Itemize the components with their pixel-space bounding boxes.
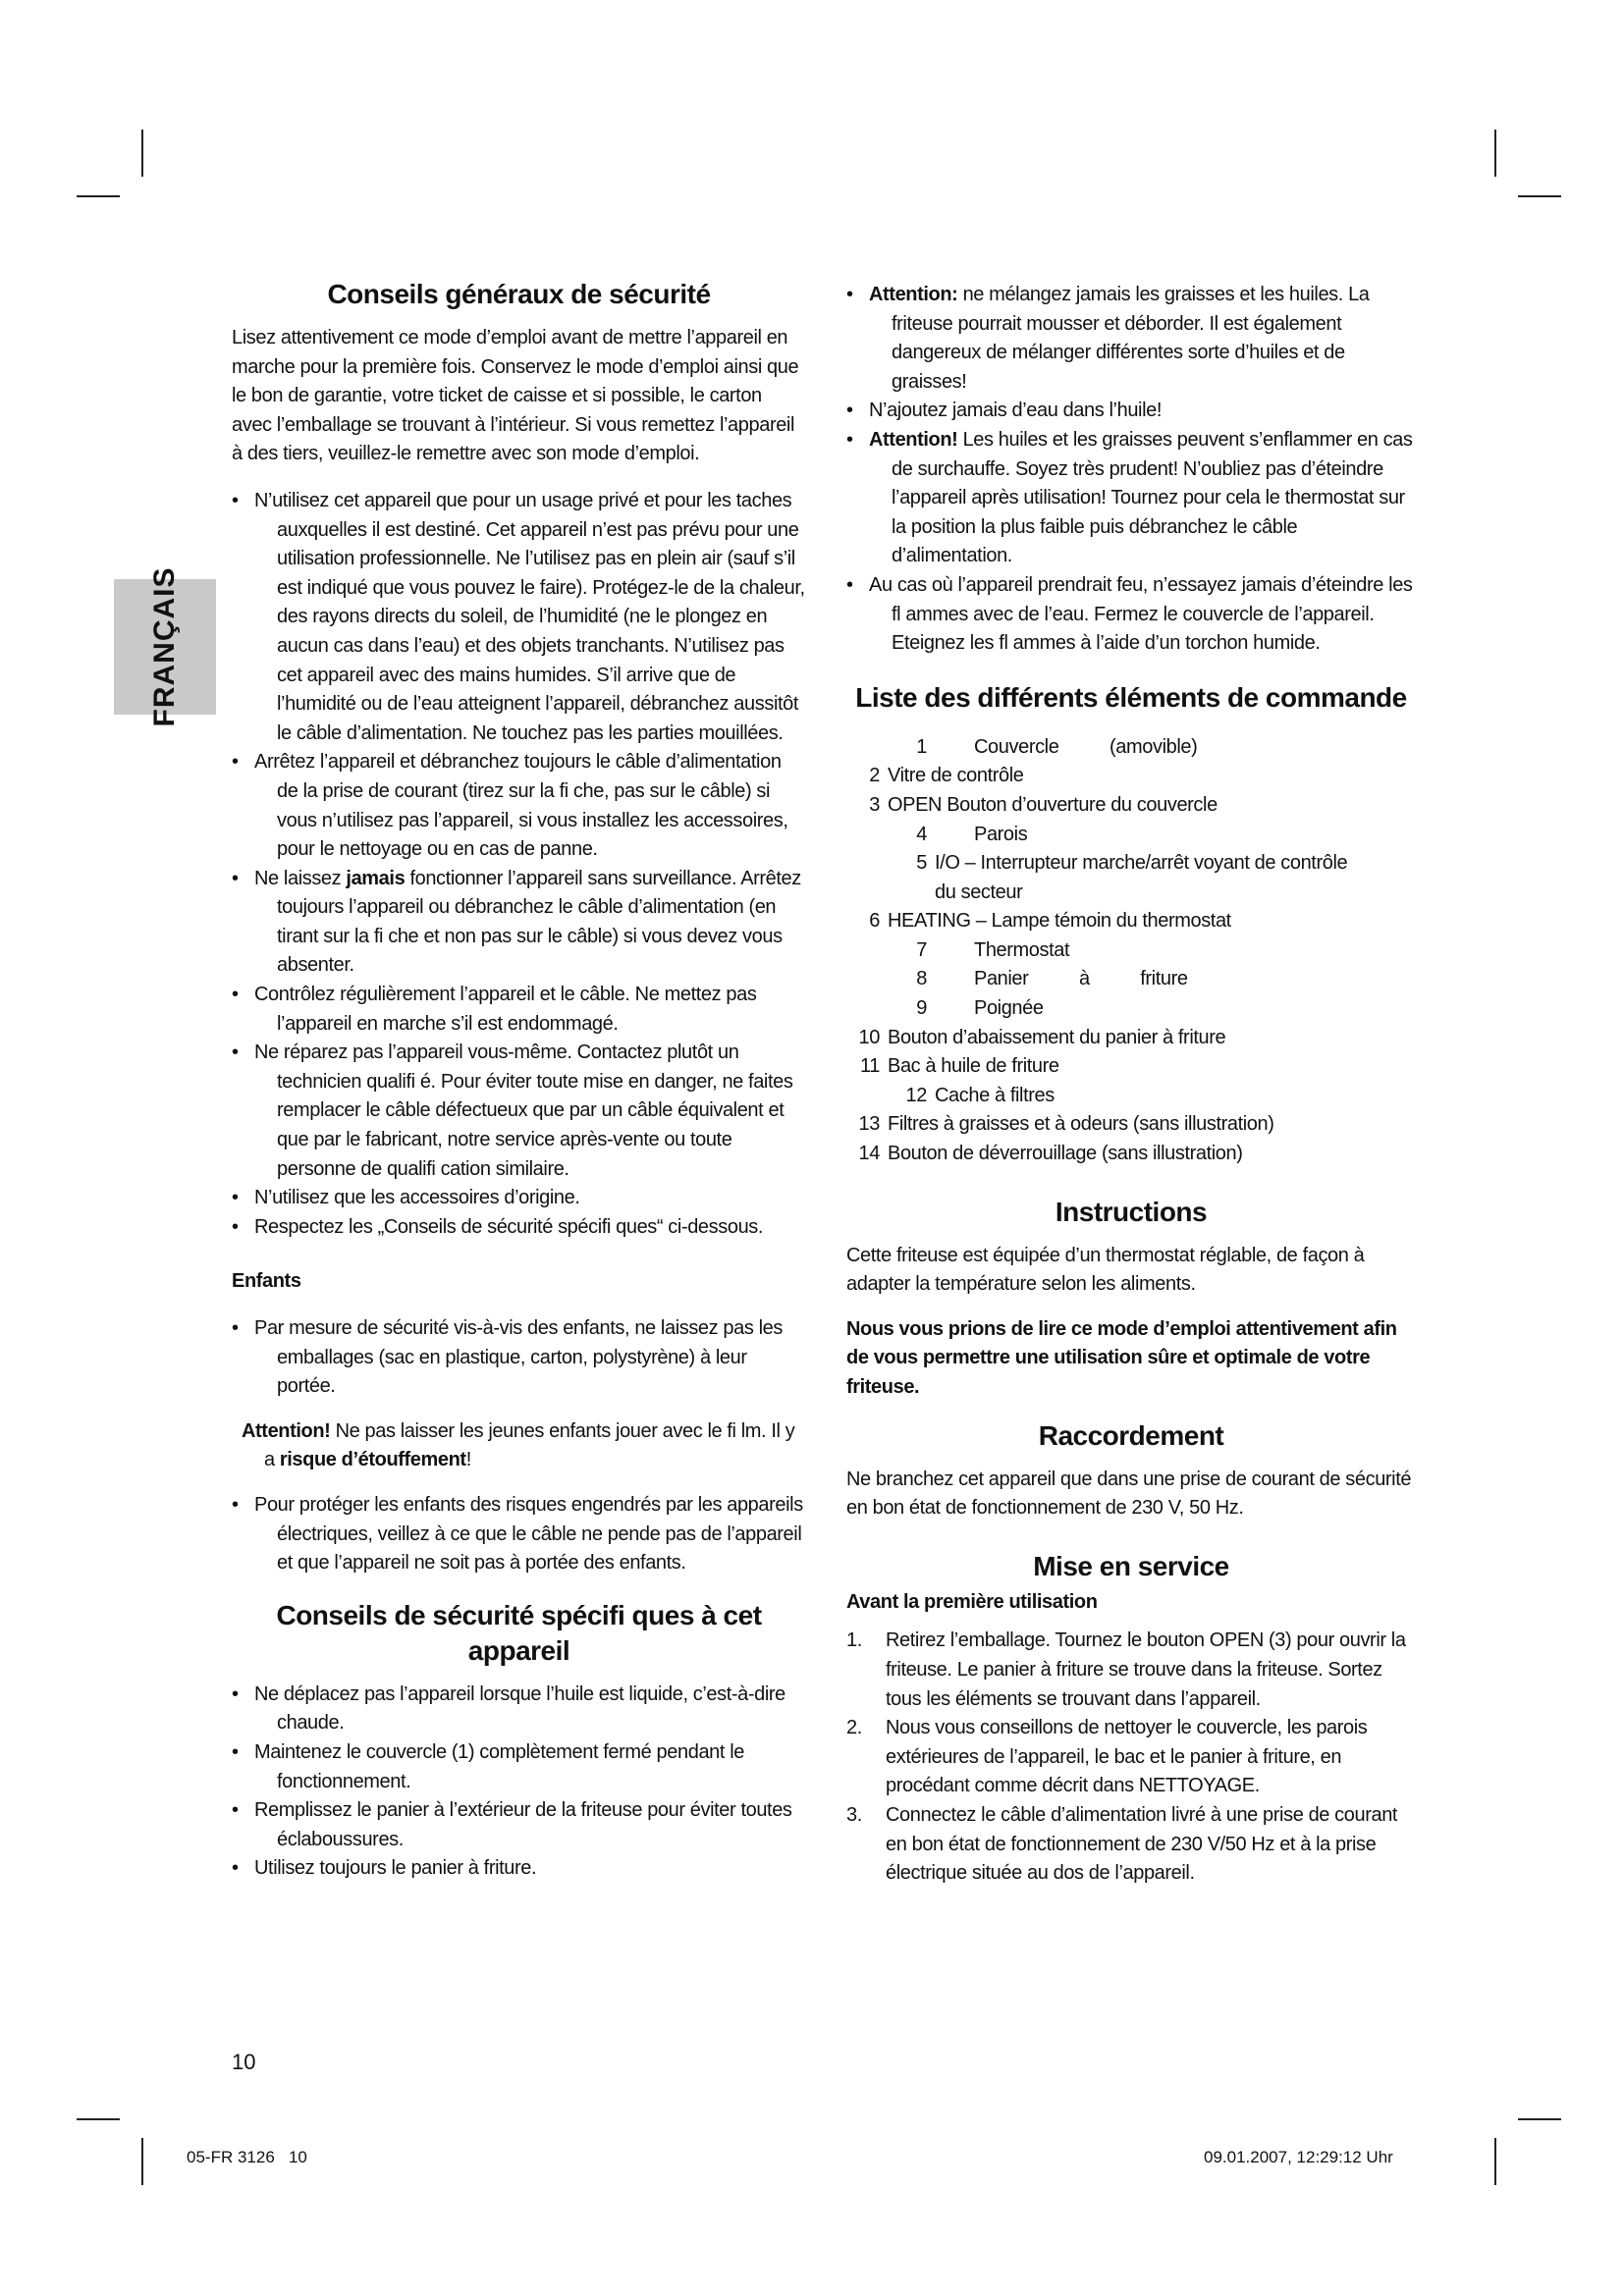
list-item: • Utilisez toujours le panier à friture.	[232, 1854, 806, 1884]
list-item: 1 Couvercle (amovible)	[916, 735, 1198, 758]
crop-mark	[77, 195, 120, 197]
list-item: 13 Filtres à graisses et à odeurs (sans illustration)	[858, 1113, 1274, 1136]
list-item: • Contrôlez régulièrement l’appareil et le câble. Ne mettez pas l’appareil en marche s’il est endommagé.	[232, 981, 806, 1039]
service-title: Mise en service	[1033, 1550, 1229, 1581]
children-warning: Attention! Ne pas laisser les jeunes enfants jouer avec le fi lm. Il y a risque d’étouffement!	[242, 1419, 795, 1471]
list-item: • Attention! Les huiles et les graisses peuvent s’enflammer en cas de surchauffe. Soyez très prudent! N’oubliez pas d’éteindre l’appareil après utilisation! Tournez pour cela le thermostat sur la position la plus faible puis débranchez le câble d’alimentation.	[846, 426, 1416, 571]
crop-mark	[1494, 130, 1496, 177]
crop-mark	[1494, 2138, 1496, 2185]
list-item: 3. Connectez le câble d’alimentation livré à une prise de courant en bon état de fonctionnement de 230 V/50 Hz et à la prise électrique située au dos de l’appareil.	[846, 1803, 1398, 1885]
connection-title: Raccordement	[1038, 1419, 1224, 1451]
list-item: 6 HEATING – Lampe témoin du thermostat	[869, 910, 1231, 933]
connection-paragraph: Ne branchez cet appareil que dans une prise de courant de sécurité en bon état de fonctionnement de 230 V, 50 Hz.	[846, 1468, 1412, 1520]
right-column	[846, 277, 1416, 1889]
page-number: 10	[232, 2050, 256, 2074]
general-safety-title: Conseils généraux de sécurité	[327, 279, 711, 309]
list-item: • Attention: ne mélangez jamais les graisses et les huiles. La friteuse pourrait mousser et déborder. Il est également dangereux de mélanger différentes sorte d’huiles et de graisses!	[846, 281, 1416, 397]
children-list-2	[232, 1491, 806, 1578]
first-use-title: Avant la première utilisation	[846, 1590, 1098, 1613]
list-item: • N’utilisez que les accessoires d’origine.	[232, 1184, 806, 1213]
children-title: Enfants	[232, 1270, 301, 1293]
intro-paragraph: Lisez attentivement ce mode d’emploi avant de mettre l’appareil en marche pour la première fois. Conservez le mode d’emploi ainsi que le bon de garantie, votre ticket de caisse et si possible, le carton avec l’emballage se trouvant à l’intérieur. Si vous remettez l’appareil à des tiers, veuillez-le remettre avec son mode d’emploi.	[232, 327, 799, 465]
specific-safety-title: Conseils de sécurité spécifi ques à cet appareil	[276, 1599, 762, 1666]
list-item: 7 Thermostat	[916, 938, 1070, 961]
crop-mark	[77, 2118, 120, 2120]
list-item: 2. Nous vous conseillons de nettoyer le couvercle, les parois extérieures de l’appareil, le bac et le panier à friture, en procédant comme décrit dans NETTOYAGE.	[846, 1717, 1368, 1797]
list-item: 9 Poignée	[916, 997, 1044, 1020]
list-item: 5 I/O – Interrupteur marche/arrêt voyant de contrôle du secteur	[916, 852, 1348, 903]
language-tab-label: FRANÇAIS	[148, 566, 181, 727]
list-item: • Par mesure de sécurité vis-à-vis des enfants, ne laissez pas les emballages (sac en plastique, carton, polystyrène) à leur portée.	[232, 1314, 806, 1402]
list-item: 1. Retirez l’emballage. Tournez le bouton OPEN (3) pour ouvrir la friteuse. Le panier à friture se trouve dans la friteuse. Sortez tous les éléments se trouvant dans l’appareil.	[846, 1629, 1406, 1710]
left-column	[232, 277, 806, 1884]
specific-safety-list	[232, 1681, 806, 1884]
list-item: • Au cas où l’appareil prendrait feu, n’essayez jamais d’éteindre les fl ammes avec de l’eau. Fermez le couvercle de l’appareil. Eteignez les fl ammes à l’aide d’un torchon humide.	[846, 571, 1416, 659]
general-safety-list	[232, 487, 806, 1242]
crop-mark	[1518, 2118, 1561, 2120]
parts-title: Liste des différents éléments de commande	[855, 681, 1407, 713]
list-item: 3 OPEN Bouton d’ouverture du couvercle	[869, 793, 1218, 816]
list-item: • N’utilisez cet appareil que pour un usage privé et pour les taches auxquelles il est destiné. Cet appareil n’est pas prévu pour une utilisation professionnelle. Ne l’utilisez pas en plein air (sauf s’il est indiqué que vous pouvez le faire). Protégez-le de la chaleur, des rayons directs du soleil, de l’humidité (ne le plongez en aucun cas dans l’eau) et des objets tranchants. N’utilisez pas cet appareil avec des mains humides. S’il arrive que de l’humidité ou de l’eau atteignent l’appareil, débranchez aussitôt le câble d’alimentation. Ne touchez pas les parties mouillées.	[232, 487, 806, 748]
footer-right: 09.01.2007, 12:29:12 Uhr	[1204, 2148, 1393, 2166]
children-list	[232, 1314, 806, 1402]
crop-mark	[1518, 195, 1561, 197]
instructions-title: Instructions	[1055, 1196, 1208, 1227]
list-item: • Remplissez le panier à l’extérieur de la friteuse pour éviter toutes éclaboussures.	[232, 1796, 806, 1854]
list-item: 4 Parois	[916, 823, 1028, 845]
list-item: 10 Bouton d’abaissement du panier à friture	[858, 1026, 1226, 1048]
list-item: • Arrêtez l’appareil et débranchez toujours le câble d’alimentation de la prise de courant (tirez sur la fi che, pas sur le câble) si vous n’utilisez pas l’appareil, si vous installez les accessoires, pour le nettoyage ou en cas de panne.	[232, 748, 806, 864]
crop-mark	[141, 130, 143, 177]
list-item: • Ne réparez pas l’appareil vous-même. Contactez plutôt un technicien qualifi é. Pour éviter toute mise en danger, ne faites remplacer le câble défectueux que par un câble équivalent et que par le fabricant, notre service après-vente ou toute personne de qualifi cation similaire.	[232, 1039, 806, 1184]
list-item: • Pour protéger les enfants des risques engendrés par les appareils électriques, veillez à ce que le câble ne pende pas de l’appareil et que l’appareil ne soit pas à portée des enfants.	[232, 1491, 806, 1578]
list-item: • Respectez les „Conseils de sécurité spécifi ques“ ci-dessous.	[232, 1213, 806, 1243]
language-tab	[114, 566, 216, 727]
oil-safety-list	[846, 281, 1416, 659]
footer-left: 05-FR 3126 10	[187, 2148, 307, 2166]
list-item: 12 Cache à filtres	[905, 1084, 1055, 1106]
list-item: • N’ajoutez jamais d’eau dans l’huile!	[846, 397, 1416, 426]
first-use-steps	[846, 1627, 1416, 1888]
list-item: • Ne déplacez pas l’appareil lorsque l’huile est liquide, c’est-à-dire chaude.	[232, 1681, 806, 1738]
instructions-bold-paragraph: Nous vous prions de lire ce mode d’emploi attentivement afin de vous permettre une utilisation sûre et optimale de votre friteuse.	[846, 1317, 1397, 1398]
list-item: 14 Bouton de déverrouillage (sans illustration)	[858, 1143, 1243, 1165]
list-item: 2 Vitre de contrôle	[869, 765, 1024, 787]
list-item: 11 Bac à huile de friture	[860, 1055, 1059, 1078]
parts-list	[846, 733, 1416, 1169]
crop-mark	[141, 2138, 143, 2185]
list-item: • Ne laissez jamais fonctionner l’appareil sans surveillance. Arrêtez toujours l’appareil ou débranchez le câble d’alimentation (en tirant sur la fi che et non pas sur le câble) si vous devez vous absenter.	[232, 865, 806, 981]
list-item: 8 Panier à friture	[916, 968, 1188, 990]
instructions-paragraph: Cette friteuse est équipée d’un thermostat réglable, de façon à adapter la température selon les aliments.	[846, 1244, 1365, 1296]
list-item: • Maintenez le couvercle (1) complètement fermé pendant le fonctionnement.	[232, 1738, 806, 1796]
